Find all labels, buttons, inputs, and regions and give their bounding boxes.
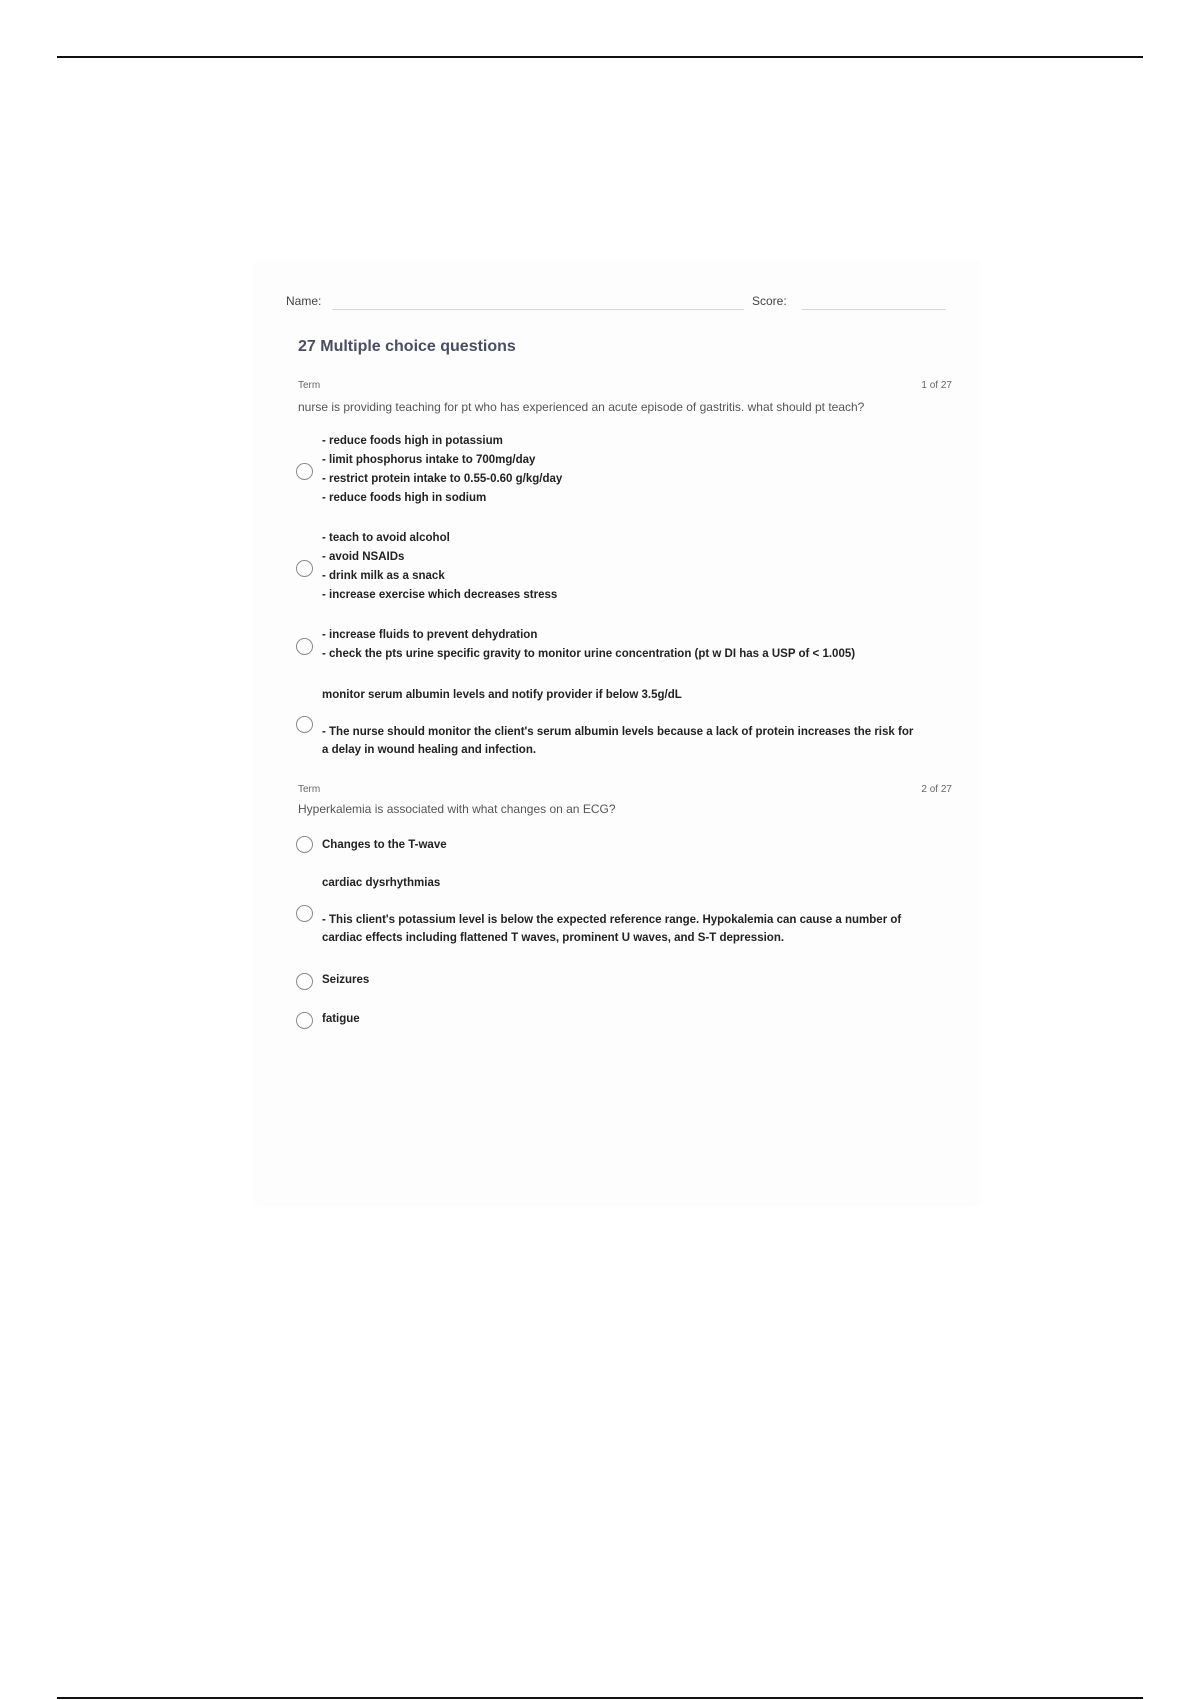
name-label: Name: [286, 294, 322, 308]
top-rule [57, 56, 1143, 58]
score-label: Score: [752, 294, 787, 308]
bottom-rule [57, 1697, 1143, 1699]
option-text: cardiac dysrhythmias - This client's potassium level is below the expected reference range. Hypokalemia can cause a number of cardiac effects including flattened T waves, prominent U waves, and S-T depression. [322, 877, 902, 944]
question-1-prompt: nurse is providing teaching for pt who has experienced an acute episode of gastritis. what should pt teach? [298, 400, 865, 414]
option-text: monitor serum albumin levels and notify provider if below 3.5g/dL - The nurse should monitor the client's serum albumin levels because a lack of protein increases the risk for a delay in wound healing and infection. [322, 689, 914, 756]
radio-button[interactable] [296, 973, 313, 990]
worksheet-page [256, 262, 978, 1204]
name-field[interactable] [332, 309, 744, 310]
option-text: Changes to the T-wave [322, 839, 447, 851]
option-text: Seizures [322, 974, 370, 986]
radio-button[interactable] [296, 716, 313, 733]
term-label: Term [298, 380, 321, 391]
radio-button[interactable] [296, 1012, 313, 1029]
radio-button[interactable] [296, 463, 313, 480]
option-text: - increase fluids to prevent dehydration - check the pts urine specific gravity to monitor urine concentration (pt w DI has a USP of < 1.005) [322, 629, 856, 660]
option-text: - teach to avoid alcohol - avoid NSAIDs - drink milk as a snack - increase exercise which decreases stress [322, 532, 558, 601]
radio-button[interactable] [296, 836, 313, 853]
quiz-title: 27 Multiple choice questions [298, 338, 516, 355]
question-2-term-row [298, 784, 952, 795]
option-text: - reduce foods high in potassium - limit phosphorus intake to 700mg/day - restrict protein intake to 0.55-0.60 g/kg/day - reduce foods high in sodium [322, 435, 563, 504]
radio-button[interactable] [296, 560, 313, 577]
header-row [286, 294, 948, 314]
radio-button[interactable] [296, 638, 313, 655]
question-counter: 1 of 27 [921, 380, 952, 391]
term-label: Term [298, 784, 321, 795]
question-2-prompt: Hyperkalemia is associated with what changes on an ECG? [298, 802, 616, 816]
score-field[interactable] [802, 309, 946, 310]
radio-button[interactable] [296, 905, 313, 922]
question-1-term-row [298, 380, 952, 391]
option-text: fatigue [322, 1013, 360, 1025]
question-counter: 2 of 27 [921, 784, 952, 795]
